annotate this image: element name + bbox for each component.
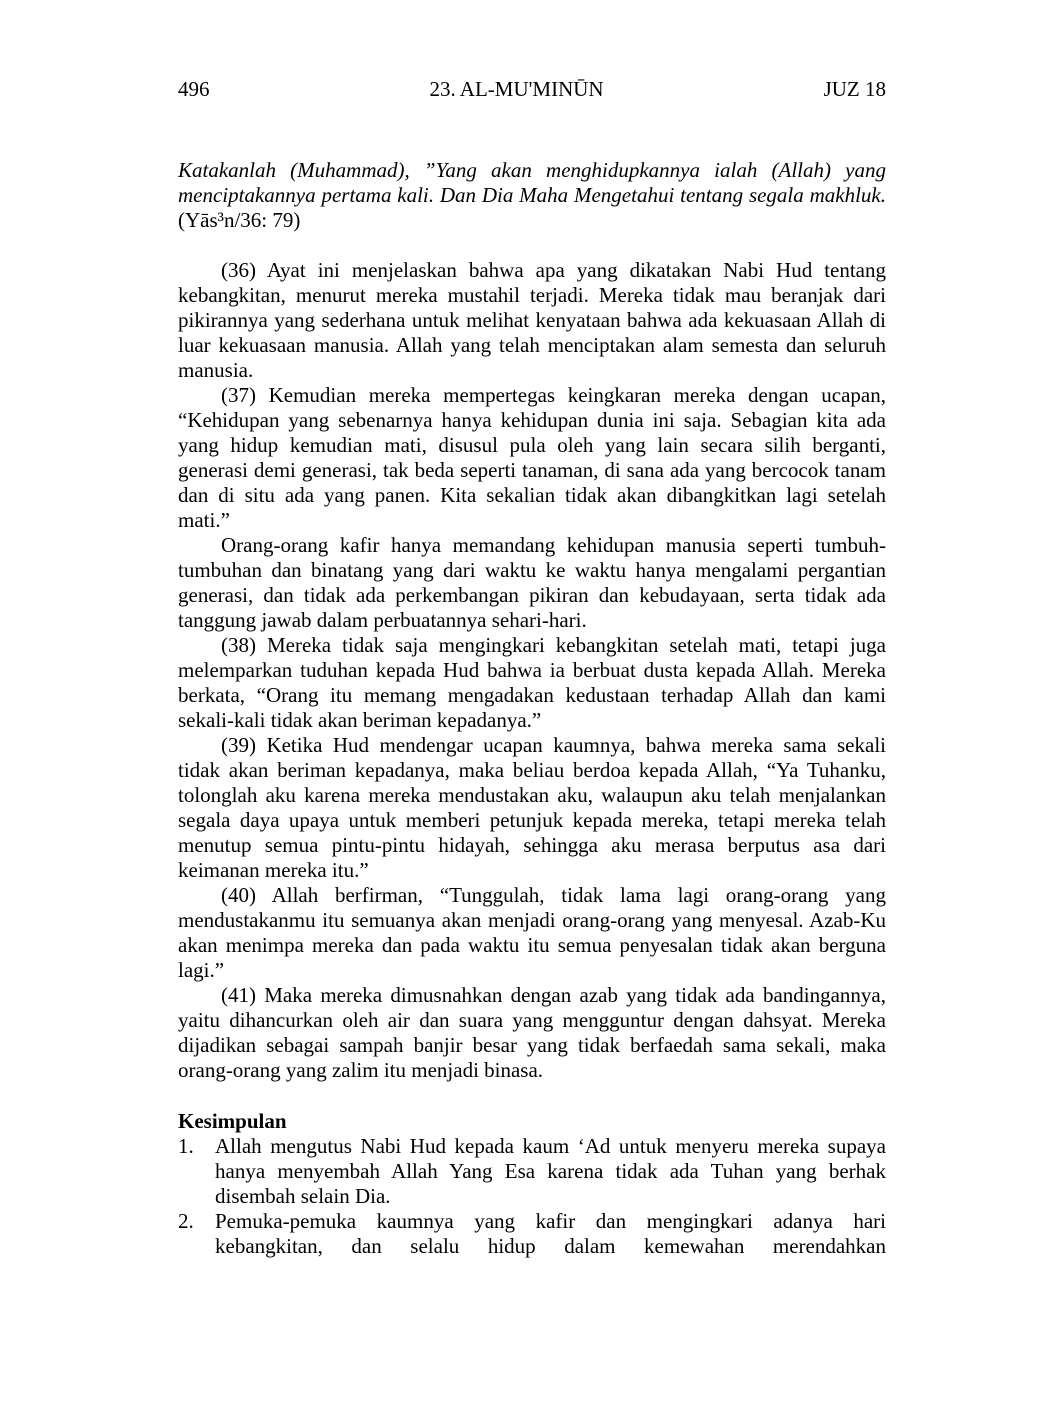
document-page <box>178 76 886 1259</box>
paragraph-37: (37) Kemudian mereka mempertegas keingkaran mereka dengan ucapan, “Kehidupan yang sebenarnya hanya kehidupan dunia ini saja. Sebagian kita ada yang hidup kemudian mati, disusul pula oleh yang lain secara silih berganti, generasi demi generasi, tak beda seperti tanaman, di sana ada yang bercocok tanam dan di situ ada yang panen. Kita sekalian tidak akan dibangkitkan lagi setelah mati.” <box>178 383 886 532</box>
list-item-text: Allah mengutus Nabi Hud kepada kaum ‘Ad untuk menyeru mereka supaya hanya menyembah Allah Yang Esa karena tidak ada Tuhan yang berhak disembah selain Dia. <box>215 1134 886 1208</box>
page-number: 496 <box>178 77 210 101</box>
commentary-body <box>178 258 886 1083</box>
running-header <box>178 76 886 102</box>
list-item-number: 2. <box>178 1209 194 1233</box>
list-item-text: Pemuka-pemuka kaumnya yang kafir dan mengingkari adanya hari kebangkitan, dan selalu hidup dalam kemewahan merendahkan <box>215 1209 886 1258</box>
quote-text: Katakanlah (Muhammad), ”Yang akan menghidupkannya ialah (Allah) yang menciptakannya pertama kali. Dan Dia Maha Mengetahui tentang segala makhluk. <box>178 158 886 207</box>
juz-label: JUZ 18 <box>823 77 886 101</box>
paragraph-41: (41) Maka mereka dimusnahkan dengan azab yang tidak ada bandingannya, yaitu dihancurkan oleh air dan suara yang mengguntur dengan dahsyat. Mereka dijadikan sebagai sampah banjir besar yang tidak berfaedah sama sekali, maka orang-orang yang zalim itu menjadi binasa. <box>178 983 886 1082</box>
paragraph-40: (40) Allah berfirman, “Tunggulah, tidak lama lagi orang-orang yang mendustakanmu itu semuanya akan menjadi orang-orang yang menyesal. Azab-Ku akan menimpa mereka dan pada waktu itu semua penyesalan tidak akan berguna lagi.” <box>178 883 886 982</box>
paragraph-39: (39) Ketika Hud mendengar ucapan kaumnya, bahwa mereka sama sekali tidak akan beriman kepadanya, maka beliau berdoa kepada Allah, “Ya Tuhanku, tolonglah aku karena mereka mendustakan aku, walaupun aku telah menjalankan segala daya upaya untuk memberi petunjuk kepada mereka, tetapi mereka telah menutup semua pintu-pintu hidayah, sehingga aku merasa berputus asa dari keimanan mereka itu.” <box>178 733 886 882</box>
list-item-number: 1. <box>178 1134 194 1158</box>
list-item <box>178 1134 886 1209</box>
list-item <box>178 1209 886 1259</box>
quote-reference: (Yās³n/36: 79) <box>178 208 301 232</box>
conclusion-heading: Kesimpulan <box>178 1109 287 1133</box>
paragraph-37-continued: Orang-orang kafir hanya memandang kehidupan manusia seperti tumbuh-tumbuhan dan binatang yang dari waktu ke waktu hanya mengalami pergantian generasi, dan tidak ada perkembangan pikiran dan kebudayaan, serta tidak ada tanggung jawab dalam perbuatannya sehari-hari. <box>178 533 886 632</box>
paragraph-38: (38) Mereka tidak saja mengingkari kebangkitan setelah mati, tetapi juga melemparkan tuduhan kepada Hud bahwa ia berbuat dusta kepada Allah. Mereka berkata, “Orang itu memang mengadakan kedustaan terhadap Allah dan kami sekali-kali tidak akan beriman kepadanya.” <box>178 633 886 732</box>
quran-quote <box>178 158 886 233</box>
chapter-title: 23. AL-MU'MINŪN <box>429 77 604 101</box>
conclusion-list <box>178 1134 886 1259</box>
paragraph-36: (36) Ayat ini menjelaskan bahwa apa yang dikatakan Nabi Hud tentang kebangkitan, menurut mereka mustahil terjadi. Mereka tidak mau beranjak dari pikirannya yang sederhana untuk melihat kenyataan bahwa ada kekuasaan Allah di luar kekuasaan manusia. Allah yang telah menciptakan alam semesta dan seluruh manusia. <box>178 258 886 382</box>
